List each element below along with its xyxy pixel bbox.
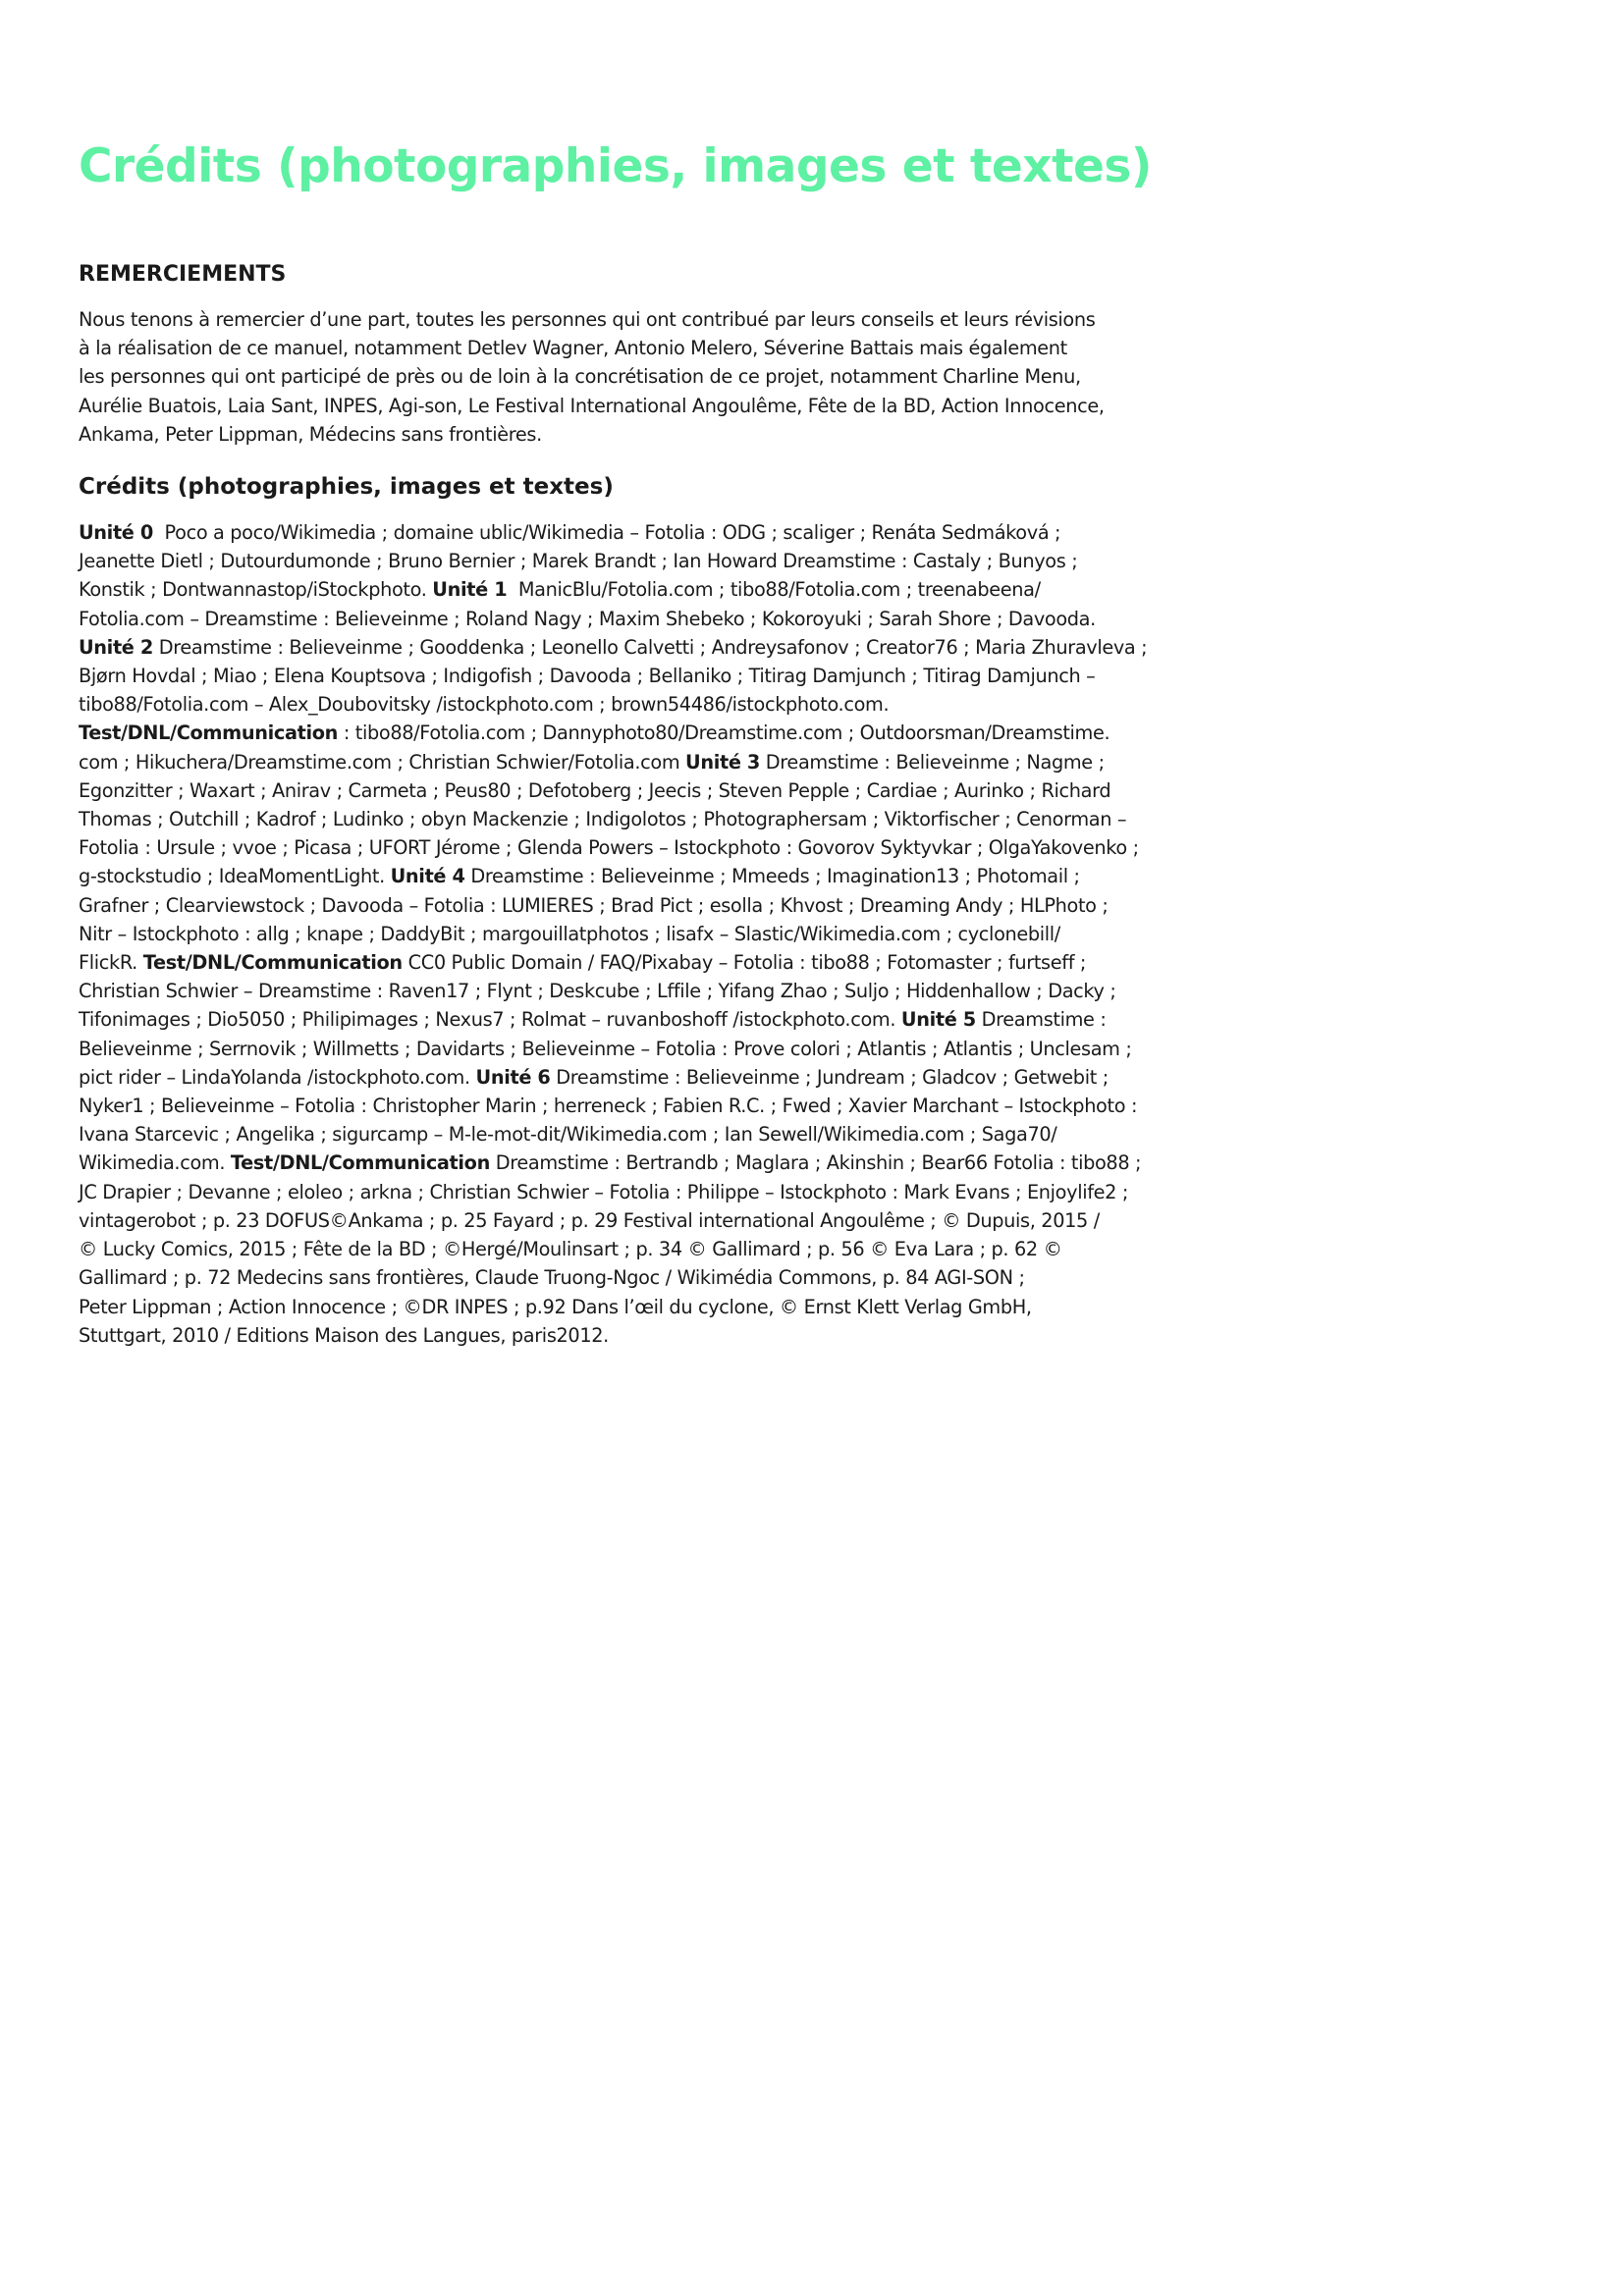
remerciements-heading: REMERCIEMENTS — [79, 262, 287, 287]
credits-line — [79, 1263, 1168, 1292]
credits-line — [79, 1148, 1168, 1177]
credits-line — [79, 719, 1168, 747]
page-title: Crédits (photographies, images et textes) — [79, 139, 1152, 193]
credits-text: Dreamstime : Believeinme ; Jundream ; Gladcov ; Getwebit ; — [550, 1065, 1109, 1089]
credits-line — [79, 575, 1168, 604]
credits-line — [79, 948, 1168, 977]
credits-text: Believeinme ; Serrnovik ; Willmetts ; Davidarts ; Believeinme – Fotolia : Prove colori ; Atlantis ; Atlantis ; Unclesam ; — [79, 1037, 1132, 1060]
credits-text: Stuttgart, 2010 / Editions Maison des Langues, paris2012. — [79, 1323, 609, 1347]
remerciements-paragraph — [79, 305, 1168, 449]
credits-line — [79, 1321, 1168, 1350]
credits-line — [79, 977, 1168, 1005]
credits-text: FlickR. — [79, 951, 143, 975]
remerciements-line: à la réalisation de ce manuel, notamment Detlev Wagner, Antonio Melero, Séverine Battais mais également — [79, 337, 1067, 360]
credits-text: pict rider – LindaYolanda /istockphoto.com. — [79, 1065, 476, 1089]
credits-text: Dreamstime : Believeinme ; Mmeeds ; Imagination13 ; Photomail ; — [464, 865, 1080, 888]
credits-text: Bjørn Hovdal ; Miao ; Elena Kouptsova ; Indigofish ; Davooda ; Bellaniko ; Titirag Damjunch ; Titirag Damjunch – — [79, 665, 1096, 688]
credits-text: Christian Schwier – Dreamstime : Raven17 ; Flynt ; Deskcube ; Lffile ; Yifang Zhao ; Suljo ; Hiddenhallow ; Dacky ; — [79, 980, 1116, 1003]
credits-line — [79, 1005, 1168, 1034]
credits-line — [79, 920, 1168, 948]
credits-text: Egonzitter ; Waxart ; Anirav ; Carmeta ; Peus80 ; Defotoberg ; Jeecis ; Steven Pepple ; Cardiae ; Aurinko ; Richard — [79, 778, 1111, 802]
credits-text: Dreamstime : Believeinme ; Gooddenka ; Leonello Calvetti ; Andreysafonov ; Creator76 ; Maria Zhuravleva ; — [152, 635, 1148, 659]
credits-text: Grafner ; Clearviewstock ; Davooda – Fotolia : LUMIERES ; Brad Pict ; esolla ; Khvost ; Dreaming Andy ; HLPhoto ; — [79, 893, 1109, 917]
credits-text: tibo88/Fotolia.com – Alex_Doubovitsky /istockphoto.com ; brown54486/istockphoto.com. — [79, 693, 890, 717]
credits-line — [79, 633, 1168, 662]
remerciements-line: les personnes qui ont participé de près ou de loin à la concrétisation de ce projet, notamment Charline Menu, — [79, 365, 1081, 389]
credits-unit-label: Unité 0 — [79, 521, 153, 545]
credits-line — [79, 833, 1168, 862]
credits-text: Dreamstime : — [975, 1008, 1107, 1032]
credits-line — [79, 805, 1168, 833]
credits-line — [79, 1092, 1168, 1120]
credits-text: CC0 Public Domain / FAQ/Pixabay – Fotolia : tibo88 ; Fotomaster ; furtseff ; — [402, 951, 1087, 975]
credits-text: Dreamstime : Believeinme ; Nagme ; — [760, 750, 1105, 774]
credits-text: Gallimard ; p. 72 Medecins sans frontières, Claude Truong-Ngoc / Wikimédia Commons, p. 84 AGI-SON ; — [79, 1266, 1025, 1290]
credits-text: Nyker1 ; Believeinme – Fotolia : Christopher Marin ; herreneck ; Fabien R.C. ; Fwed ; Xavier Marchant – Istockphoto : — [79, 1095, 1138, 1118]
credits-heading: Crédits (photographies, images et textes) — [79, 474, 614, 501]
credits-unit-label: Unité 1 — [432, 578, 508, 602]
credits-text: Peter Lippman ; Action Innocence ; ©DR INPES ; p.92 Dans l’œil du cyclone, © Ernst Klett Verlag GmbH, — [79, 1295, 1032, 1318]
credits-unit-label: Test/DNL/Communication — [230, 1151, 490, 1175]
credits-text: Fotolia.com – Dreamstime : Believeinme ; Roland Nagy ; Maxim Shebeko ; Kokoroyuki ; Sarah Shore ; Davooda. — [79, 607, 1096, 630]
credits-unit-label: Test/DNL/Communication — [142, 951, 403, 975]
credits-line — [79, 1063, 1168, 1092]
credits-line — [79, 776, 1168, 805]
credits-unit-label: Unité 3 — [685, 750, 760, 774]
document-page — [79, 137, 1168, 1350]
credits-line — [79, 605, 1168, 633]
credits-line — [79, 547, 1168, 575]
remerciements-line: Ankama, Peter Lippman, Médecins sans frontières. — [79, 422, 542, 446]
credits-unit-label: Unité 2 — [79, 635, 153, 659]
credits-text: g-stockstudio ; IdeaMomentLight. — [79, 865, 391, 888]
credits-text: Nitr – Istockphoto : allg ; knape ; DaddyBit ; margouillatphotos ; lisafx – Slastic/Wikimedia.com ; cyclonebill/ — [79, 922, 1060, 945]
credits-text: vintagerobot ; p. 23 DOFUS©Ankama ; p. 25 Fayard ; p. 29 Festival international Angoulême ; © Dupuis, 2015 / — [79, 1208, 1100, 1232]
credits-text: Poco a poco/Wikimedia ; domaine ublic/Wikimedia – Fotolia : ODG ; scaliger ; Renáta Sedmáková ; — [152, 521, 1061, 545]
credits-line — [79, 862, 1168, 890]
credits-line — [79, 1206, 1168, 1235]
credits-text: Fotolia : Ursule ; vvoe ; Picasa ; UFORT Jérome ; Glenda Powers – Istockphoto : Govorov Syktyvkar ; OlgaYakovenko ; — [79, 836, 1139, 860]
credits-text: : tibo88/Fotolia.com ; Dannyphoto80/Dreamstime.com ; Outdoorsman/Dreamstime. — [338, 721, 1110, 745]
remerciements-line: Nous tenons à remercier d’une part, toutes les personnes qui ont contribué par leurs conseils et leurs révisions — [79, 308, 1096, 331]
credits-unit-label: Test/DNL/Communication — [79, 721, 339, 745]
credits-text: Thomas ; Outchill ; Kadrof ; Ludinko ; obyn Mackenzie ; Indigolotos ; Photographersam ; Viktorfischer ; Cenorman – — [79, 808, 1127, 831]
credits-text: ManicBlu/Fotolia.com ; tibo88/Fotolia.com ; treenabeena/ — [507, 578, 1041, 602]
remerciements-line: Aurélie Buatois, Laia Sant, INPES, Agi-son, Le Festival International Angoulême, Fête de la BD, Action Innocence, — [79, 394, 1105, 417]
credits-line — [79, 1035, 1168, 1063]
credits-text: Konstik ; Dontwannastop/iStockphoto. — [79, 578, 433, 602]
credits-line — [79, 1120, 1168, 1148]
credits-unit-label: Unité 5 — [900, 1008, 976, 1032]
credits-line — [79, 1293, 1168, 1321]
credits-text: Jeanette Dietl ; Dutourdumonde ; Bruno Bernier ; Marek Brandt ; Ian Howard Dreamstime : Castaly ; Bunyos ; — [79, 550, 1078, 573]
credits-text: JC Drapier ; Devanne ; eloleo ; arkna ; Christian Schwier – Fotolia : Philippe – Istockphoto : Mark Evans ; Enjoylife2 ; — [79, 1180, 1128, 1203]
credits-line — [79, 1235, 1168, 1263]
credits-line — [79, 690, 1168, 719]
credits-paragraph — [79, 518, 1168, 1350]
credits-line — [79, 748, 1168, 776]
credits-line — [79, 891, 1168, 920]
credits-unit-label: Unité 6 — [475, 1065, 551, 1089]
credits-text: Ivana Starcevic ; Angelika ; sigurcamp – M-le-mot-dit/Wikimedia.com ; Ian Sewell/Wikimedia.com ; Saga70/ — [79, 1123, 1057, 1147]
credits-text: Wikimedia.com. — [79, 1151, 231, 1175]
credits-line — [79, 1178, 1168, 1206]
credits-text: Dreamstime : Bertrandb ; Maglara ; Akinshin ; Bear66 Fotolia : tibo88 ; — [489, 1151, 1142, 1175]
credits-line — [79, 518, 1168, 547]
credits-text: © Lucky Comics, 2015 ; Fête de la BD ; ©Hergé/Moulinsart ; p. 34 © Gallimard ; p. 56 © Eva Lara ; p. 62 © — [79, 1238, 1062, 1261]
credits-text: Tifonimages ; Dio5050 ; Philipimages ; Nexus7 ; Rolmat – ruvanboshoff /istockphoto.com. — [79, 1008, 901, 1032]
credits-line — [79, 662, 1168, 690]
credits-text: com ; Hikuchera/Dreamstime.com ; Christian Schwier/Fotolia.com — [79, 750, 686, 774]
credits-unit-label: Unité 4 — [390, 865, 465, 888]
